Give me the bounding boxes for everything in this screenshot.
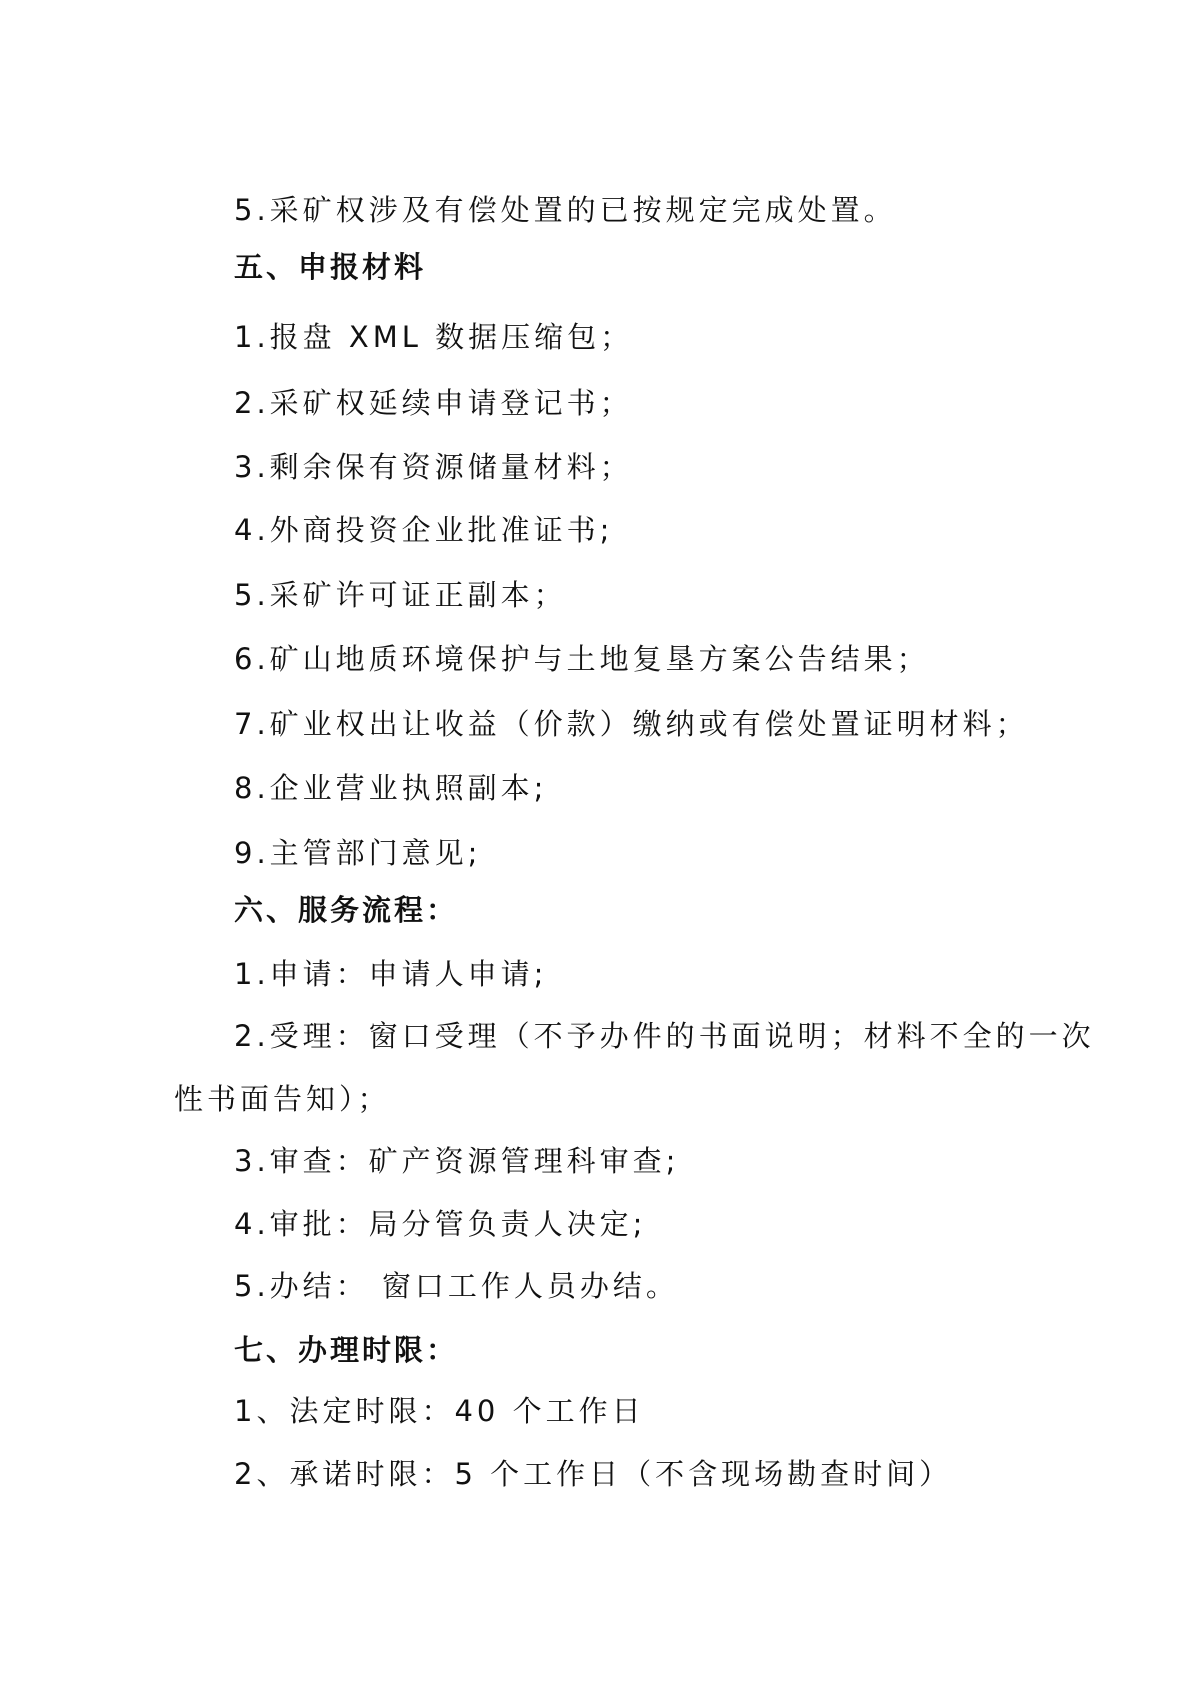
material-item-8: 8.企业营业执照副本; [234, 771, 548, 805]
material-item-3: 3.剩余保有资源储量材料； [234, 450, 633, 484]
material-item-9: 9.主管部门意见; [234, 836, 482, 870]
process-step-3: 3.审查：矿产资源管理科审查; [234, 1144, 680, 1178]
section-title-process: 六、服务流程： [234, 893, 459, 927]
process-step-2: 2.受理：窗口受理（不予办件的书面说明；材料不全的一次 [234, 1019, 1095, 1053]
process-step-1: 1.申请：申请人申请; [234, 957, 548, 991]
process-step-4: 4.审批：局分管负责人决定; [234, 1207, 647, 1241]
process-step-2-continued: 性书面告知）； [174, 1082, 391, 1116]
condition-item-5: 5.采矿权涉及有偿处置的已按规定完成处置。 [234, 193, 897, 227]
section-title-materials: 五、申报材料 [234, 250, 427, 284]
material-item-5: 5.采矿许可证正副本； [234, 578, 567, 612]
material-item-2: 2.采矿权延续申请登记书； [234, 386, 633, 420]
material-item-1: 1.报盘 XML 数据压缩包； [234, 320, 634, 354]
time-limit-promised: 2、承诺时限：5 个工作日（不含现场勘查时间） [234, 1457, 953, 1491]
time-limit-statutory: 1、法定时限：40 个工作日 [234, 1394, 645, 1428]
material-item-6: 6.矿山地质环境保护与土地复垦方案公告结果； [234, 642, 930, 676]
section-title-time-limit: 七、办理时限： [234, 1333, 459, 1367]
material-item-4: 4.外商投资企业批准证书; [234, 513, 614, 547]
material-item-7: 7.矿业权出让收益（价款）缴纳或有偿处置证明材料； [234, 707, 1029, 741]
process-step-5: 5.办结： 窗口工作人员办结。 [234, 1269, 679, 1303]
